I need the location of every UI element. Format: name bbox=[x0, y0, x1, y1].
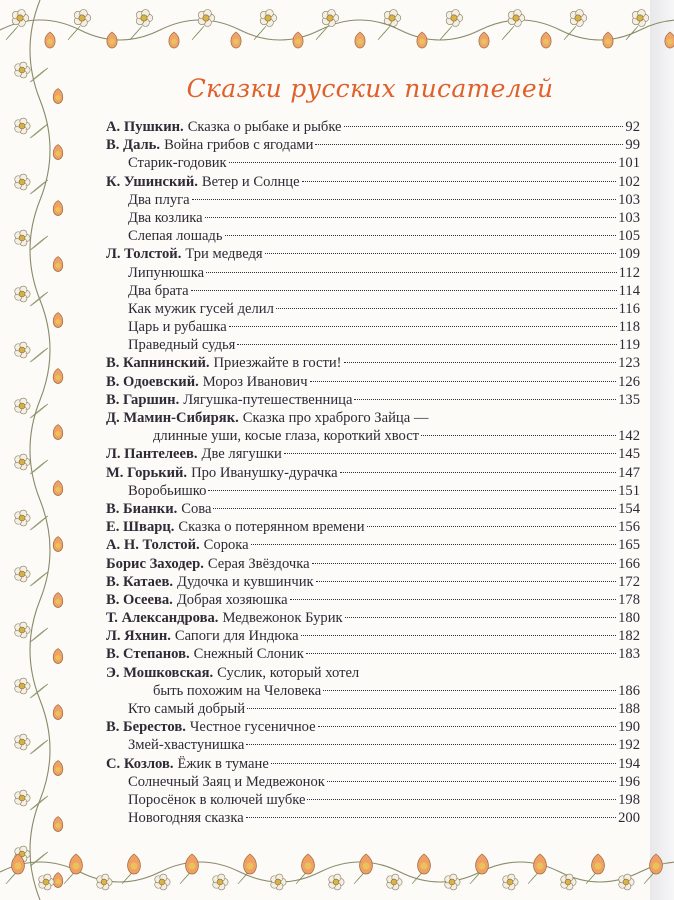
toc-entry bbox=[106, 136, 640, 154]
toc-page-number: 172 bbox=[618, 573, 640, 590]
toc-entry bbox=[106, 555, 640, 573]
toc-page-number: 198 bbox=[618, 791, 640, 808]
toc-author: В. Одоевский. bbox=[106, 373, 199, 390]
dot-leader bbox=[316, 581, 616, 582]
toc-page-number: 166 bbox=[618, 555, 640, 572]
toc-author: В. Степанов. bbox=[106, 646, 190, 663]
toc-story-title: Новогодняя сказка bbox=[128, 810, 244, 827]
dot-leader bbox=[345, 617, 617, 618]
toc-entry bbox=[106, 773, 640, 791]
toc-entry bbox=[106, 736, 640, 754]
toc-author: В. Капнинский. bbox=[106, 355, 210, 372]
toc-story-title: Честное гусеничное bbox=[189, 719, 316, 736]
toc-page-number: 109 bbox=[618, 246, 640, 263]
toc-page-number: 126 bbox=[618, 373, 640, 390]
toc-author: Е. Шварц. bbox=[106, 519, 175, 536]
toc-entry bbox=[106, 482, 640, 500]
toc-entry bbox=[106, 627, 640, 645]
toc-entry bbox=[106, 645, 640, 663]
toc-story-title: Сказка о рыбаке и рыбке bbox=[187, 119, 342, 135]
toc-entry bbox=[106, 445, 640, 463]
dot-leader bbox=[318, 726, 617, 727]
toc-entry bbox=[106, 464, 640, 482]
dot-leader bbox=[290, 599, 616, 600]
toc-story-title: Воробьишко bbox=[128, 482, 207, 499]
dot-leader bbox=[191, 290, 617, 291]
dot-leader bbox=[213, 508, 616, 509]
toc-story-title: Праведный судья bbox=[128, 337, 236, 354]
dot-leader bbox=[302, 181, 617, 182]
toc-page-number: 145 bbox=[618, 446, 640, 463]
toc-entry bbox=[106, 264, 640, 282]
toc-story-title: Два плуга bbox=[128, 191, 190, 208]
dot-leader bbox=[225, 235, 617, 236]
toc-page-number: 154 bbox=[618, 500, 640, 517]
toc-entry bbox=[106, 591, 640, 609]
toc-story-title: Сова bbox=[181, 500, 212, 517]
toc-author: А. Н. Толстой. bbox=[106, 537, 200, 554]
toc-page-number: 183 bbox=[618, 646, 640, 663]
ornament-border-left bbox=[0, 0, 92, 900]
toc-entry bbox=[106, 354, 640, 372]
toc-story-title: Добрая хозяюшка bbox=[176, 591, 288, 608]
dot-leader bbox=[237, 344, 616, 345]
toc-page-number: 102 bbox=[618, 173, 640, 190]
toc-entry bbox=[106, 791, 640, 809]
toc-story-title: Сорока bbox=[203, 537, 249, 554]
ornament-border-top bbox=[0, 0, 674, 58]
toc-page-number: 105 bbox=[618, 228, 640, 245]
toc-page-number: 101 bbox=[618, 155, 640, 172]
toc-story-title: Слепая лошадь bbox=[128, 228, 223, 245]
dot-leader bbox=[265, 253, 616, 254]
dot-leader bbox=[271, 763, 616, 764]
toc-entry bbox=[106, 536, 640, 554]
toc-page-number: 192 bbox=[618, 737, 640, 754]
dot-leader bbox=[208, 490, 616, 491]
toc-entry bbox=[106, 300, 640, 318]
dot-leader bbox=[310, 381, 617, 382]
table-of-contents bbox=[96, 60, 644, 836]
toc-story-title: Снежный Слоник bbox=[193, 646, 304, 663]
toc-page-number: 119 bbox=[618, 337, 640, 354]
toc-story-title: Липунюшка bbox=[128, 264, 205, 281]
dot-leader bbox=[323, 690, 616, 691]
toc-entry bbox=[106, 718, 640, 736]
ornament-border-bottom bbox=[0, 838, 674, 900]
toc-story-title: Солнечный Заяц и Медвежонок bbox=[128, 773, 325, 790]
toc-author: Л. Яхнин. bbox=[106, 628, 171, 645]
toc-author: В. Бианки. bbox=[106, 500, 178, 517]
toc-story-title: Кто самый добрый bbox=[128, 701, 245, 717]
toc-entry bbox=[106, 118, 640, 136]
toc-page-number: 103 bbox=[618, 209, 640, 226]
toc-story-title: длинные уши, косые глаза, короткий хвост bbox=[153, 428, 420, 445]
dot-leader bbox=[251, 544, 616, 545]
toc-story-title: Царь и рубашка bbox=[128, 319, 227, 336]
toc-entry bbox=[106, 518, 640, 536]
toc-entry bbox=[106, 427, 640, 445]
toc-author: Л. Пантелеев. bbox=[106, 446, 198, 463]
toc-page-number: 135 bbox=[618, 391, 640, 408]
toc-story-title: Ёжик в тумане bbox=[177, 755, 269, 772]
toc-story-title: Поросёнок в колючей шубке bbox=[128, 791, 306, 808]
toc-story-title: Ветер и Солнце bbox=[201, 173, 300, 190]
toc-author: А. Пушкин. bbox=[106, 119, 184, 135]
toc-page-number: 103 bbox=[618, 191, 640, 208]
toc-author: Э. Мошковская. bbox=[106, 664, 214, 681]
dot-leader bbox=[344, 126, 624, 127]
toc-author: Д. Мамин-Сибиряк. bbox=[106, 410, 239, 426]
toc-entry bbox=[106, 755, 640, 773]
toc-entry bbox=[106, 664, 640, 682]
toc-story-title: Сказка о потерянном времени bbox=[178, 519, 365, 536]
dot-leader bbox=[354, 399, 616, 400]
toc-entry bbox=[106, 282, 640, 300]
toc-page-number: 188 bbox=[618, 701, 640, 717]
toc-page-number: 186 bbox=[618, 682, 640, 699]
toc-story-title: быть похожим на Человека bbox=[153, 682, 322, 699]
dot-leader bbox=[246, 817, 616, 818]
dot-leader bbox=[312, 563, 617, 564]
toc-author: В. Катаев. bbox=[106, 573, 173, 590]
toc-author: В. Берестов. bbox=[106, 719, 186, 736]
dot-leader bbox=[340, 472, 617, 473]
toc-page-number: 99 bbox=[625, 137, 640, 154]
toc-author: С. Козлов. bbox=[106, 755, 174, 772]
toc-story-title: Как мужик гусей делил bbox=[128, 300, 274, 317]
toc-list bbox=[106, 118, 640, 827]
dot-leader bbox=[229, 326, 617, 327]
toc-page-number: 112 bbox=[618, 264, 640, 281]
toc-page-number: 151 bbox=[618, 482, 640, 499]
toc-story-title: Старик-годовик bbox=[128, 155, 227, 172]
toc-story-title: Змей-хвастунишка bbox=[128, 737, 245, 754]
dot-leader bbox=[205, 217, 616, 218]
toc-page-number: 114 bbox=[618, 282, 640, 299]
toc-author: В. Гаршин. bbox=[106, 391, 180, 408]
toc-entry bbox=[106, 700, 640, 718]
dot-leader bbox=[307, 799, 616, 800]
section-title: Сказки русских писателей bbox=[186, 74, 554, 103]
dot-leader bbox=[344, 362, 617, 363]
toc-author: К. Ушинский. bbox=[106, 173, 198, 190]
toc-page-number: 200 bbox=[618, 810, 640, 827]
toc-story-title: Серая Звёздочка bbox=[207, 555, 310, 572]
toc-entry bbox=[106, 391, 640, 409]
toc-story-title: Два брата bbox=[128, 282, 189, 299]
toc-author: Борис Заходер. bbox=[106, 555, 204, 572]
dot-leader bbox=[421, 435, 616, 436]
toc-page-number: 190 bbox=[618, 719, 640, 736]
toc-author: Т. Александрова. bbox=[106, 610, 219, 627]
toc-story-title: Дудочка и кувшинчик bbox=[177, 573, 314, 590]
toc-entry bbox=[106, 609, 640, 627]
toc-story-title: Три медведя bbox=[185, 246, 263, 263]
dot-leader bbox=[192, 199, 616, 200]
dot-leader bbox=[229, 162, 616, 163]
toc-story-title: Сапоги для Индюка bbox=[174, 628, 299, 645]
toc-entry bbox=[106, 682, 640, 700]
toc-entry bbox=[106, 173, 640, 191]
toc-page-number: 165 bbox=[618, 537, 640, 554]
toc-page-number: 92 bbox=[625, 119, 640, 135]
dot-leader bbox=[247, 708, 616, 709]
toc-entry bbox=[106, 809, 640, 827]
toc-entry bbox=[106, 573, 640, 591]
toc-story-title: Суслик, который хотел bbox=[217, 664, 360, 681]
dot-leader bbox=[284, 453, 616, 454]
toc-page-number: 147 bbox=[618, 464, 640, 481]
toc-entry bbox=[106, 500, 640, 518]
toc-page-number: 156 bbox=[618, 519, 640, 536]
dot-leader bbox=[327, 781, 616, 782]
toc-entry bbox=[106, 373, 640, 391]
toc-story-title: Сказка про храброго Зайца — bbox=[242, 410, 429, 426]
toc-story-title: Медвежонок Бурик bbox=[222, 610, 343, 627]
toc-author: Л. Толстой. bbox=[106, 246, 182, 263]
toc-entry bbox=[106, 336, 640, 354]
dot-leader bbox=[276, 308, 617, 309]
toc-story-title: Мороз Иванович bbox=[202, 373, 308, 390]
toc-story-title: Два козлика bbox=[128, 209, 203, 226]
toc-story-title: Про Иванушку-дурачка bbox=[191, 464, 338, 481]
page-gutter-shadow bbox=[650, 0, 674, 900]
toc-story-title: Война грибов с ягодами bbox=[164, 137, 314, 154]
toc-author: В. Даль. bbox=[106, 137, 161, 154]
dot-leader bbox=[367, 526, 617, 527]
toc-story-title: Лягушка-путешественница bbox=[183, 391, 353, 408]
dot-leader bbox=[315, 144, 623, 145]
toc-entry bbox=[106, 409, 640, 427]
toc-story-title: Приезжайте в гости! bbox=[213, 355, 342, 372]
dot-leader bbox=[306, 653, 616, 654]
toc-page-number: 196 bbox=[618, 773, 640, 790]
toc-entry bbox=[106, 154, 640, 172]
toc-entry bbox=[106, 245, 640, 263]
toc-page-number: 194 bbox=[618, 755, 640, 772]
toc-page-number: 142 bbox=[618, 428, 640, 445]
toc-page-number: 118 bbox=[618, 319, 640, 336]
toc-page-number: 182 bbox=[618, 628, 640, 645]
toc-entry bbox=[106, 318, 640, 336]
dot-leader bbox=[206, 272, 617, 273]
toc-story-title: Две лягушки bbox=[201, 446, 282, 463]
toc-author: М. Горький. bbox=[106, 464, 188, 481]
toc-page-number: 180 bbox=[618, 610, 640, 627]
dot-leader bbox=[246, 744, 616, 745]
toc-entry bbox=[106, 209, 640, 227]
toc-page-number: 123 bbox=[618, 355, 640, 372]
toc-entry bbox=[106, 227, 640, 245]
toc-entry bbox=[106, 191, 640, 209]
toc-author: В. Осеева. bbox=[106, 591, 173, 608]
toc-page-number: 178 bbox=[618, 591, 640, 608]
dot-leader bbox=[301, 635, 617, 636]
toc-page-number: 116 bbox=[618, 300, 640, 317]
